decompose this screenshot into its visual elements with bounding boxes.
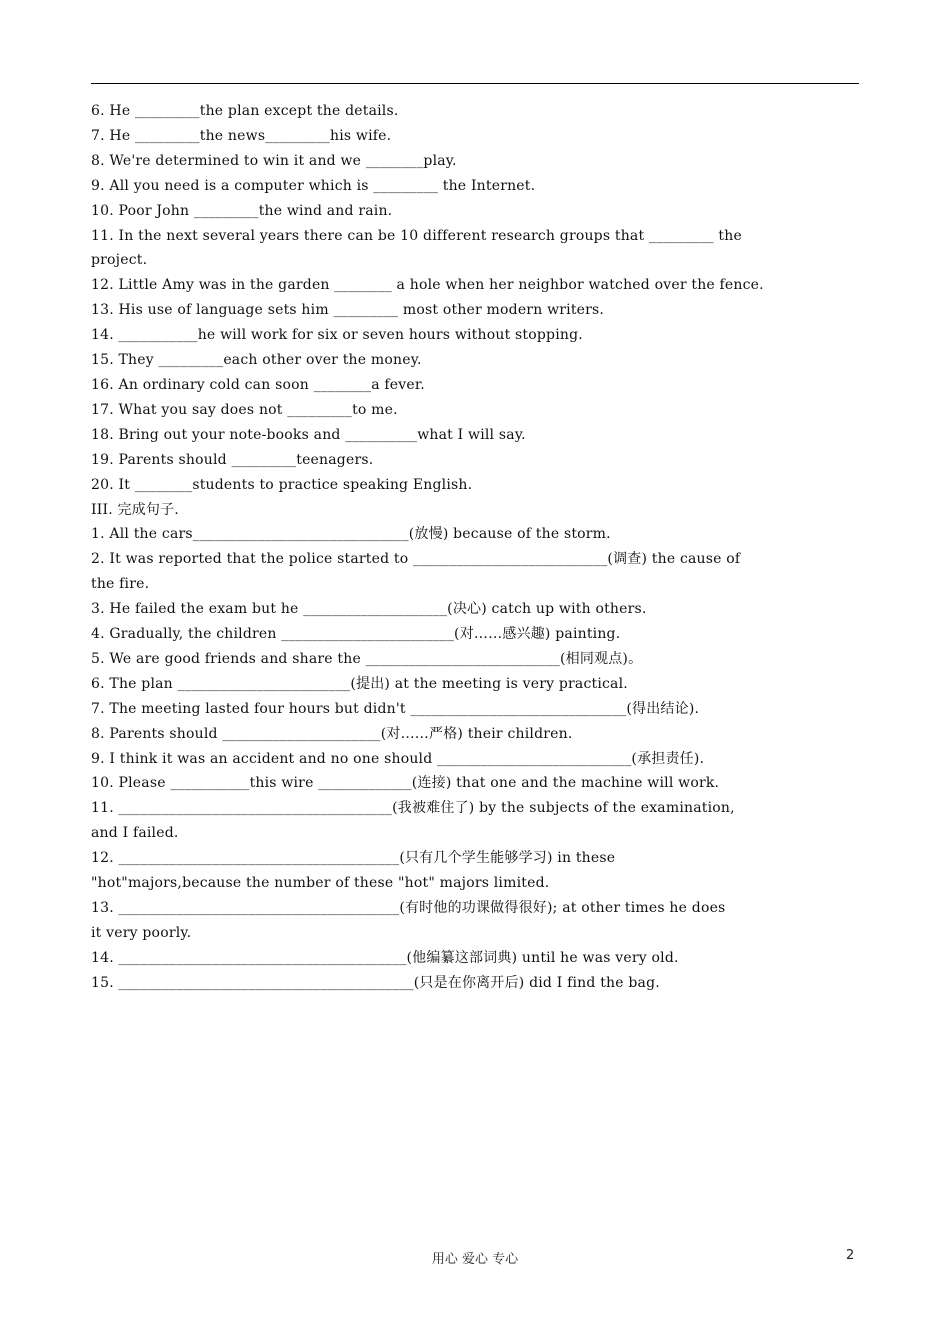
exercise-line: 20. It ________students to practice speaking English. — [91, 476, 473, 493]
exercise-line: 9. I think it was an accident and no one should ___________________________(承担责任). — [91, 750, 705, 767]
exercise-line: 10. Please ___________this wire _____________(连接) that one and the machine will work. — [91, 775, 720, 792]
exercise-line: 4. Gradually, the children ________________________(对……感兴趣) painting. — [91, 626, 621, 643]
exercise-line: it very poorly. — [91, 924, 192, 941]
exercise-line: 3. He failed the exam but he ____________________(决心) catch up with others. — [91, 601, 647, 618]
exercise-line: 14. ___________he will work for six or seven hours without stopping. — [91, 327, 583, 344]
exercise-line: 2. It was reported that the police started to ___________________________(调查) the cause of — [91, 551, 741, 568]
exercise-line: "hot"majors,because the number of these "hot" majors limited. — [91, 875, 550, 892]
exercise-line: 19. Parents should _________teenagers. — [91, 451, 374, 468]
exercise-line: 6. The plan ________________________(提出) at the meeting is very practical. — [91, 675, 628, 692]
exercise-line: 12. Little Amy was in the garden ________ a hole when her neighbor watched over the fence. — [91, 277, 764, 294]
exercise-line: 18. Bring out your note-books and __________what I will say. — [91, 426, 526, 443]
exercise-line: 13. His use of language sets him _________ most other modern writers. — [91, 302, 605, 319]
exercise-line: 12. _______________________________________(只有几个学生能够学习) in these — [91, 850, 616, 867]
exercise-line: 6. He _________the plan except the details. — [91, 103, 399, 119]
exercise-text — [91, 99, 861, 996]
exercise-line: 7. He _________the news_________his wife. — [91, 127, 392, 144]
exercise-line: 14. ________________________________________(他编纂这部词典) until he was very old. — [91, 949, 679, 966]
exercise-line: 8. Parents should ______________________(对……严格) their children. — [91, 725, 573, 742]
exercise-line: 1. All the cars______________________________(放慢) because of the storm. — [91, 526, 611, 543]
exercise-line: 7. The meeting lasted four hours but didn't ______________________________(得出结论). — [91, 700, 700, 717]
exercise-line: 17. What you say does not _________to me. — [91, 401, 398, 418]
exercise-line: 10. Poor John _________the wind and rain. — [91, 202, 393, 219]
exercise-line: the fire. — [91, 576, 150, 593]
exercise-line: 11. In the next several years there can be 10 different research groups that _________ the — [91, 227, 742, 244]
page-number: 2 — [846, 1248, 855, 1263]
header-rule — [91, 83, 859, 84]
exercise-line: 15. _________________________________________(只是在你离开后) did I find the bag. — [91, 974, 660, 991]
footer-motto: 用心 爱心 专心 — [431, 1252, 519, 1267]
exercise-line: 11. ______________________________________(我被难住了) by the subjects of the examination, — [91, 800, 735, 817]
exercise-line: project. — [91, 252, 148, 269]
exercise-line: and I failed. — [91, 825, 179, 842]
section-heading: III. 完成句子. — [91, 501, 179, 518]
exercise-line: 8. We're determined to win it and we ________play. — [91, 152, 457, 169]
exercise-line: 15. They _________each other over the money. — [91, 352, 422, 369]
exercise-line: 13. _______________________________________(有时他的功课做得很好); at other times he does — [91, 900, 726, 916]
exercise-line: 9. All you need is a computer which is _________ the Internet. — [91, 177, 536, 194]
exercise-line: 5. We are good friends and share the ___________________________(相同观点)。 — [91, 650, 643, 667]
exercise-line: 16. An ordinary cold can soon ________a fever. — [91, 376, 425, 393]
